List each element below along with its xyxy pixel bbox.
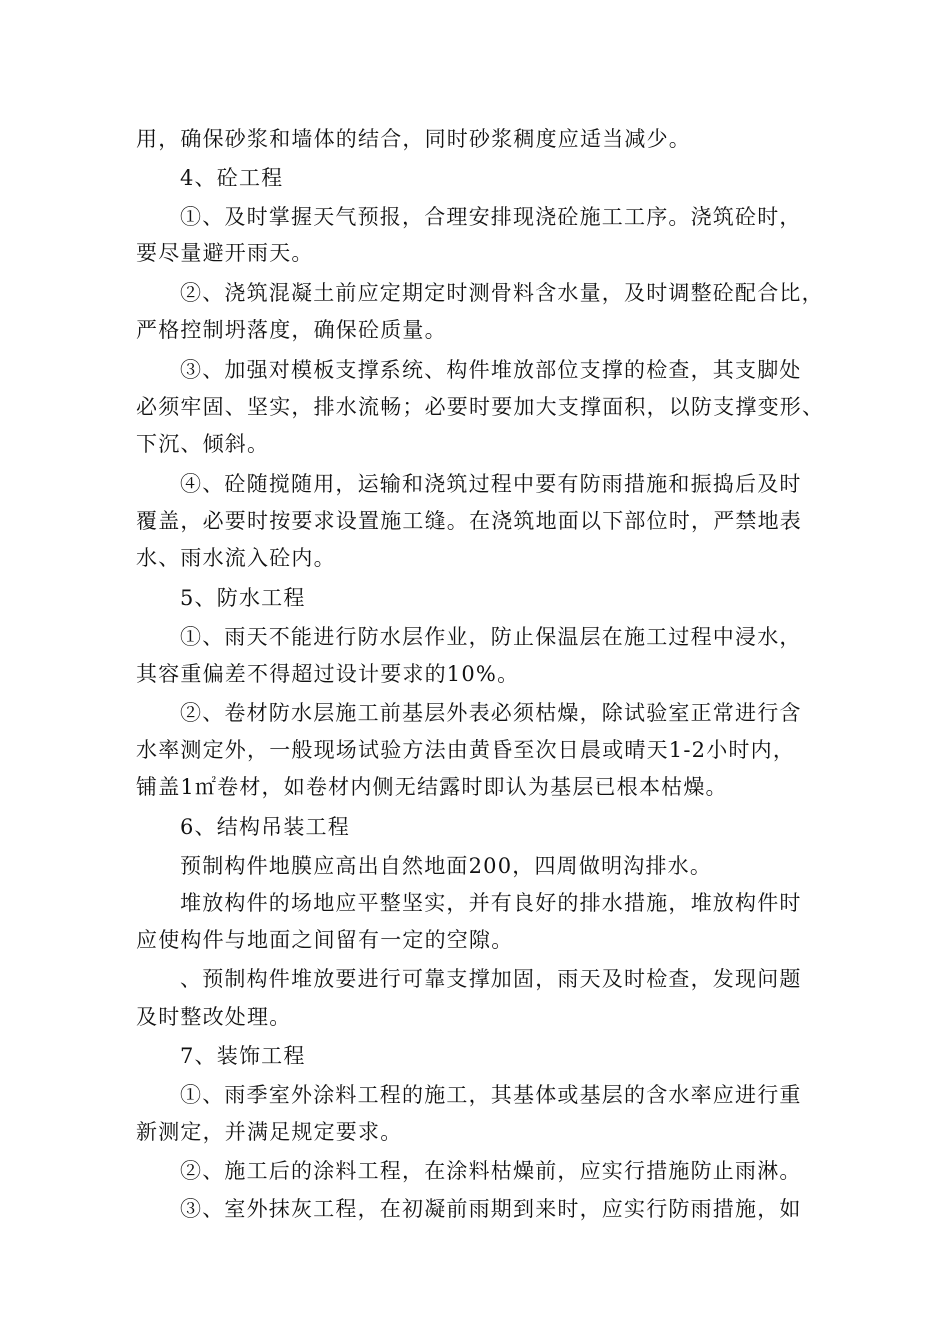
paragraph-line: 水率测定外，一般现场试验方法由黄昏至次日晨或晴天1-2小时内， [136,738,796,762]
paragraph-line: 、预制构件堆放要进行可靠支撑加固，雨天及时检查，发现问题 [180,967,802,991]
paragraph-line: 其容重偏差不得超过设计要求的10%。 [136,662,520,686]
paragraph-line: 严格控制坍落度，确保砼质量。 [136,318,447,342]
paragraph-line: ①、雨季室外涂料工程的施工，其基体或基层的含水率应进行重 [180,1083,802,1107]
paragraph-line: ①、及时掌握天气预报，合理安排现浇砼施工工序。浇筑砼时， [180,205,802,229]
paragraph-line: 下沉、倾斜。 [136,432,270,456]
paragraph-line: ②、卷材防水层施工前基层外表必须枯燥，除试验室正常进行含 [180,701,802,725]
paragraph-line: ③、室外抹灰工程，在初凝前雨期到来时，应实行防雨措施，如 [180,1197,802,1221]
paragraph-line: 堆放构件的场地应平整坚实，并有良好的排水措施，堆放构件时 [180,891,802,915]
paragraph-line: 及时整改处理。 [136,1005,292,1029]
paragraph-line: 必须牢固、坚实，排水流畅；必要时要加大支撑面积，以防支撑变形、 [136,395,825,419]
paragraph-line: ②、施工后的涂料工程，在涂料枯燥前，应实行措施防止雨淋。 [180,1159,802,1183]
paragraph-line: ①、雨天不能进行防水层作业，防止保温层在施工过程中浸水， [180,625,802,649]
paragraph-line: 铺盖1㎡卷材，如卷材内侧无结露时即认为基层已根本枯燥。 [136,775,728,799]
paragraph-line: ④、砼随搅随用，运输和浇筑过程中要有防雨措施和振捣后及时 [180,472,802,496]
section-heading: 7、装饰工程 [180,1044,306,1068]
section-heading: 5、防水工程 [180,586,306,610]
paragraph-line: 用，确保砂浆和墙体的结合，同时砂浆稠度应适当减少。 [136,127,691,151]
paragraph-line: 水、雨水流入砼内。 [136,546,336,570]
section-heading: 4、砼工程 [180,166,284,190]
paragraph-line: 覆盖，必要时按要求设置施工缝。在浇筑地面以下部位时，严禁地表 [136,509,802,533]
section-heading: 6、结构吊装工程 [180,815,350,839]
paragraph-line: 新测定，并满足规定要求。 [136,1120,403,1144]
paragraph-line: ②、浇筑混凝土前应定期定时测骨料含水量，及时调整砼配合比， [180,281,824,305]
paragraph-line: ③、加强对模板支撑系统、构件堆放部位支撑的检查，其支脚处 [180,358,802,382]
paragraph-line: 预制构件地膜应高出自然地面200，四周做明沟排水。 [180,854,713,878]
paragraph-line: 应使构件与地面之间留有一定的空隙。 [136,928,514,952]
paragraph-line: 要尽量避开雨天。 [136,241,314,265]
